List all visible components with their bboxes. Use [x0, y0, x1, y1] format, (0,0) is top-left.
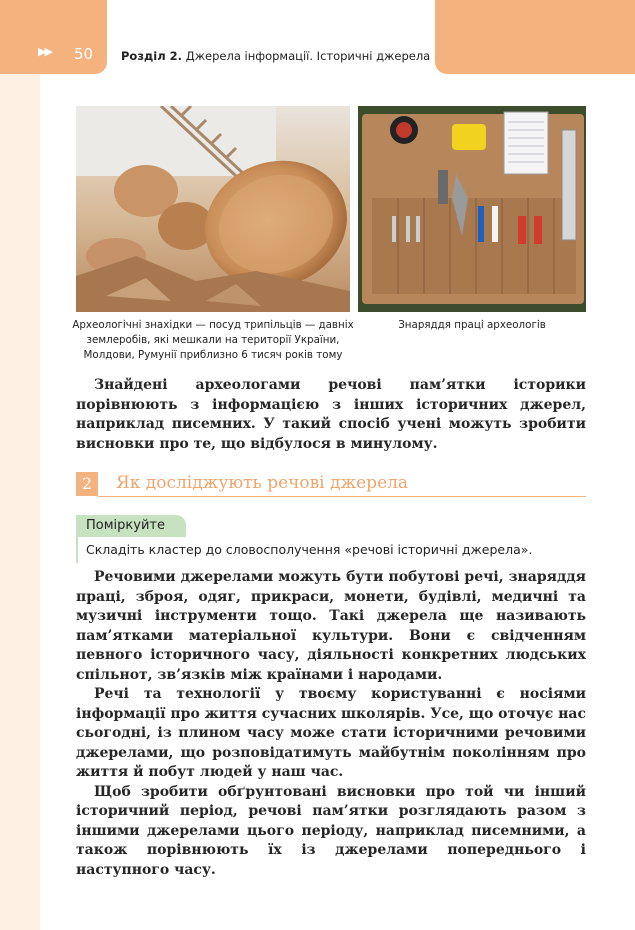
- running-header: [121, 49, 430, 63]
- pottery-photo: [76, 106, 350, 312]
- pottery-caption: Археологічні знахідки — посуд трипільців — давніх землеробів, які мешкали на території України, Молдови, Румунії приблизно 6 тисяч років тому: [72, 319, 354, 361]
- section-title: Джерела інформації. Історичні джерела: [185, 49, 431, 63]
- body-paragraph: Речі та технології у твоєму користуванні є носіями інформації про життя сучасних школярів. Усе, що оточує нас сьогодні, із плином часу може стати історичними речовими джерелами, що розповідатимуть майбутнім поколінням про життя й побут людей у наш час.: [76, 686, 586, 780]
- tools-photo: [358, 106, 586, 312]
- think-label: Поміркуйте: [76, 515, 186, 537]
- section-label: Розділ 2.: [121, 49, 183, 63]
- think-accent-bar: [76, 537, 78, 563]
- section-heading-title: Як досліджують речові джерела: [116, 473, 409, 493]
- section-heading: [76, 472, 586, 498]
- double-chevron-right-icon: ▶▶: [38, 45, 51, 58]
- page-margin-strip: [0, 0, 40, 930]
- think-task: Складіть кластер до словосполучення «речові історичні джерела».: [86, 542, 533, 557]
- tools-caption: Знаряддя праці археологів: [398, 319, 546, 331]
- intro-paragraph: [76, 376, 586, 454]
- body-paragraph: Щоб зробити обґрунтовані висновки про той чи інший історичний період, речові пам’ятки розглядають разом з іншими джерелами цього періоду, наприклад писемними, а також порівнюють їх із джерелами попереднього і наступного часу.: [76, 783, 586, 878]
- header-right-tab: [435, 0, 635, 74]
- page-number: 50: [74, 45, 94, 63]
- section-divider: [98, 496, 586, 497]
- intro-text: Знайдені археологами речові пам’ятки історики порівнюють з інформацією з інших історичних джерел, наприклад писемних. У такий спосіб учені можуть зробити висновки про те, що відбулося в минулому.: [76, 377, 586, 452]
- body-text: [76, 568, 586, 880]
- body-paragraph: Речовими джерелами можуть бути побутові речі, знаряддя праці, зброя, одяг, прикраси, монети, будівлі, медичні та музичні інструменти тощо. Такі джерела ще називають пам’ятками матеріальної культури. Вони є свідченням певного історичного часу, діяльності конкретних людських спільнот, зв’язків між країнами і народами.: [76, 569, 586, 683]
- tools-illustration: [358, 106, 586, 312]
- page-number-tab: [0, 0, 107, 74]
- section-number: 2: [76, 472, 98, 496]
- pottery-illustration: [76, 106, 350, 312]
